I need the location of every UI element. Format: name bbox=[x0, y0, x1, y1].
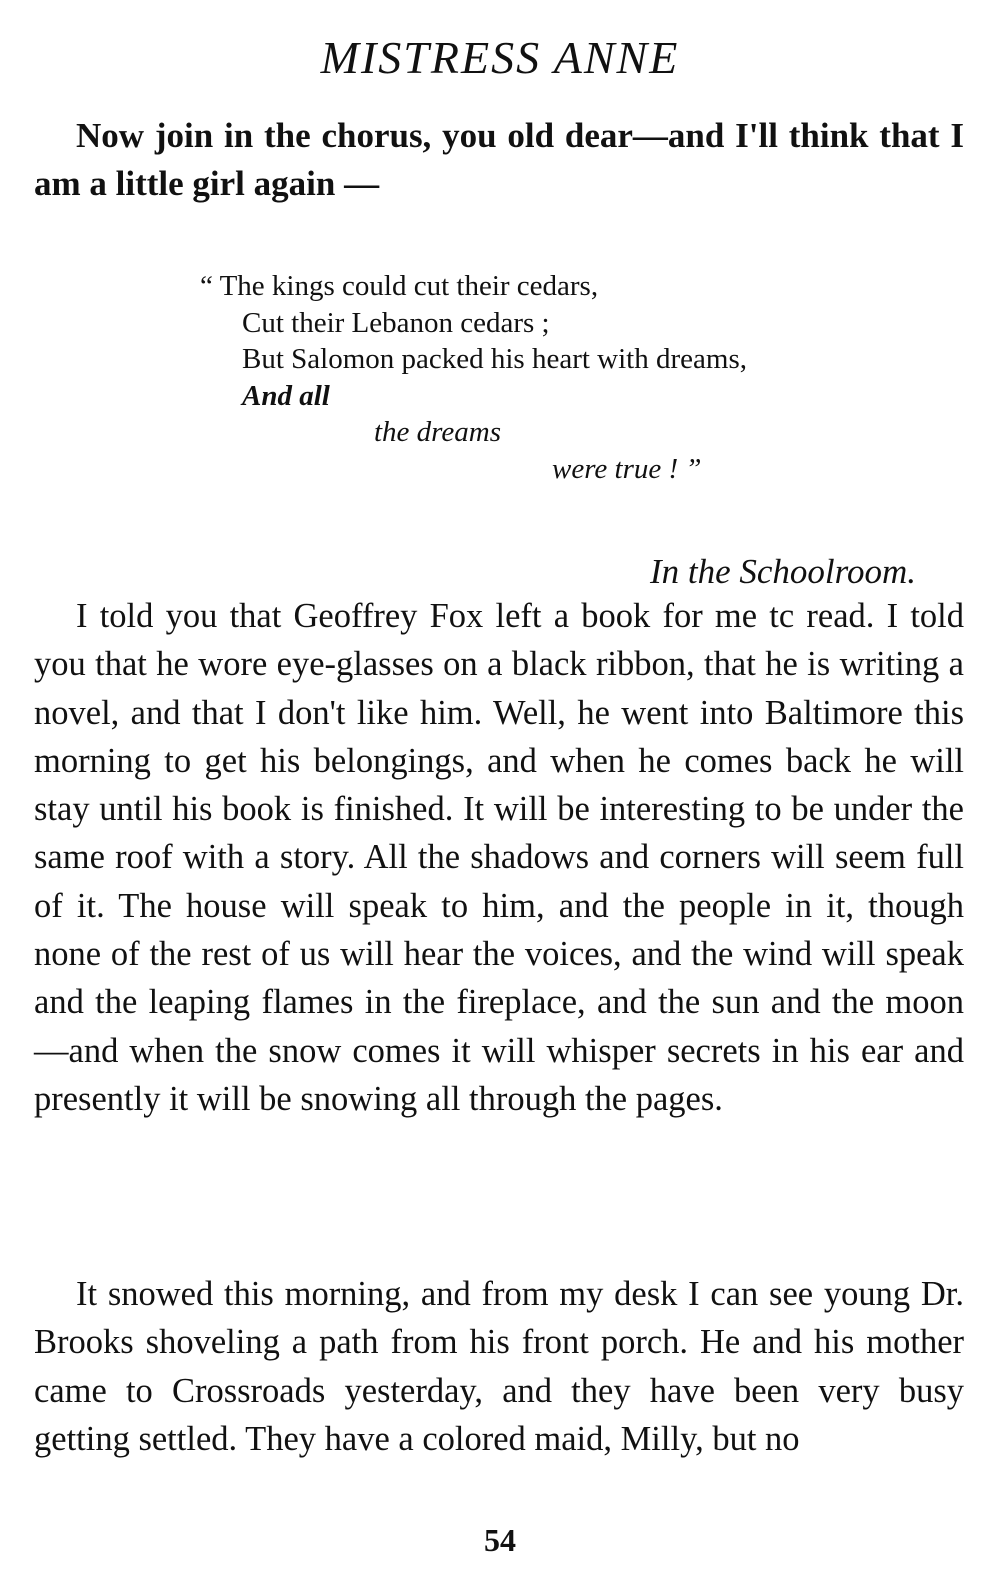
verse-line: But Salomon packed his heart with dreams, bbox=[242, 343, 747, 375]
section-heading: In the Schoolroom. bbox=[649, 552, 916, 591]
page-number: 54 bbox=[484, 1522, 516, 1558]
verse-line: were true ! ” bbox=[552, 452, 702, 485]
verse-line: Cut their Lebanon cedars ; bbox=[242, 306, 550, 339]
verse-line: “ The kings could cut their cedars, bbox=[200, 270, 599, 302]
verse-line: the dreams bbox=[374, 416, 501, 448]
paragraph-body: I told you that Geoffrey Fox left a book for me tc read. I told you that he wore eye-glasses on a black ribbon, that he is writing a novel, and that I don't like him. Well, he went into Baltimore this morning to get his belongings, and when he comes back he will stay until his book is finished. It will be interesting to be under the same roof with a story. All the shadows and corners will seem full of it. The house will speak to him, and the people in it, though none of the rest of us will hear the voices, and the wind will speak and the leaping flames in the fireplace, and the sun and the moon—and when the snow comes it will whisper secrets in his ear and presently it will be snowing all through the pages. bbox=[34, 597, 964, 1118]
verse-block bbox=[200, 268, 920, 487]
paragraph-opening: Now join in the chorus, you old dear—and I'll think that I am a little girl again — bbox=[34, 116, 964, 204]
running-head: MISTRESS ANNE bbox=[320, 32, 680, 83]
paragraph-body: It snowed this morning, and from my desk I can see young Dr. Brooks shoveling a path from his front porch. He and his mother came to Crossroads yesterday, and they have been very busy getting settled. They have a colored maid, Milly, but no bbox=[34, 1275, 964, 1458]
verse-line: And all bbox=[242, 379, 330, 412]
